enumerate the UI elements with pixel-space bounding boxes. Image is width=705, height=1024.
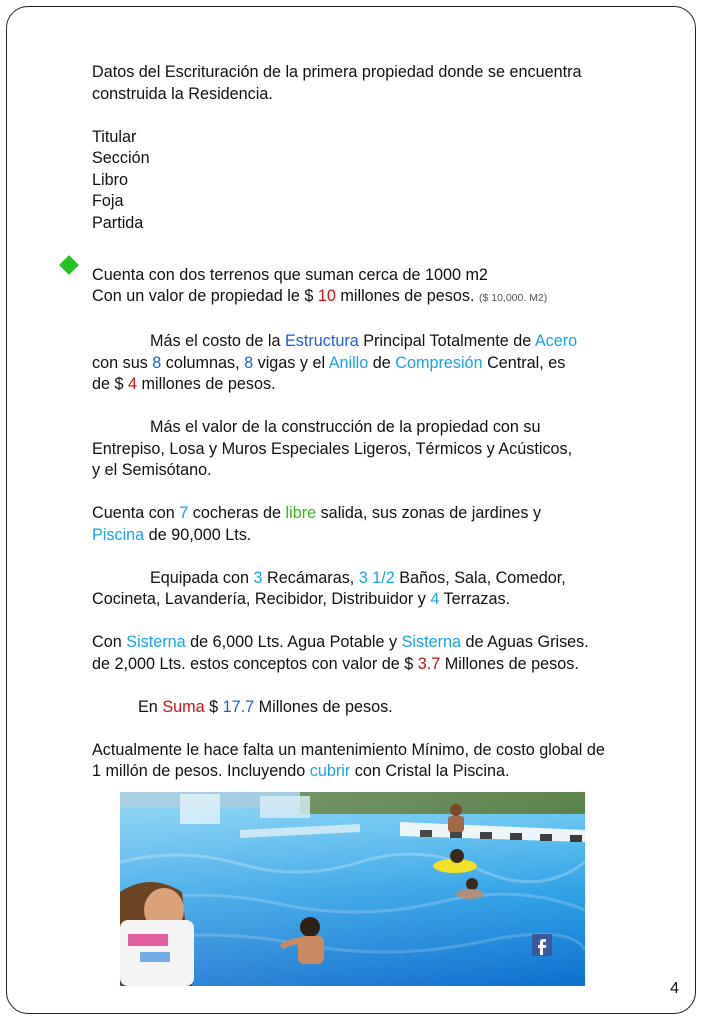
land-value: 10	[317, 287, 336, 305]
deed-field: Sección	[92, 149, 150, 167]
intro-text: Datos del Escrituración de la primera propiedad donde se encuentra construida la Residencia.	[92, 63, 582, 103]
construction-paragraph: Más el valor de la construcción de la propiedad con su Entrepiso, Losa y Muros Especiales Ligeros, Térmicos y Acústicos, y el Semisótano.	[92, 418, 573, 479]
facebook-icon[interactable]	[532, 934, 552, 956]
land-value-note: ($ 10,000. M2)	[478, 292, 548, 304]
deed-field: Partida	[92, 213, 144, 232]
structure-paragraph: Más el costo de la Estructura Principal Totalmente de Acero con sus 8 columnas, 8 vigas y el Anillo de Compresión Central, es de $ 4 millones de pesos.	[92, 332, 578, 393]
deed-field: Foja	[92, 192, 124, 210]
page-number: 4	[670, 980, 679, 997]
deed-field: Titular	[92, 127, 137, 146]
maintenance-paragraph: Actualmente le hace falta un mantenimiento Mínimo, de costo global de 1 millón de pesos. Incluyendo cubrir con Cristal la Piscina.	[92, 740, 605, 780]
rooms-paragraph: Equipada con 3 Recámaras, 3 1/2 Baños, Sala, Comedor, Cocineta, Lavandería, Recibidor, Distribuidor y 4 Terrazas.	[92, 568, 566, 608]
deed-field: Libro	[92, 170, 128, 189]
document-body	[92, 62, 632, 783]
land-paragraph: Cuenta con dos terrenos que suman cerca de 1000 m2 Con un valor de propiedad le $ 10 millones de pesos. ($ 10,000. M2)	[92, 265, 548, 305]
sum-paragraph: En Suma $ 17.7 Millones de pesos.	[138, 697, 393, 716]
garage-paragraph: Cuenta con 7 cocheras de libre salida, sus zonas de jardines y Piscina de 90,000 Lts.	[92, 504, 542, 544]
cistern-paragraph: Con Sisterna de 6,000 Lts. Agua Potable y Sisterna de Aguas Grises. de 2,000 Lts. estos conceptos con valor de $ 3.7 Millones de pesos.	[92, 633, 589, 673]
pool-photo	[120, 792, 585, 986]
